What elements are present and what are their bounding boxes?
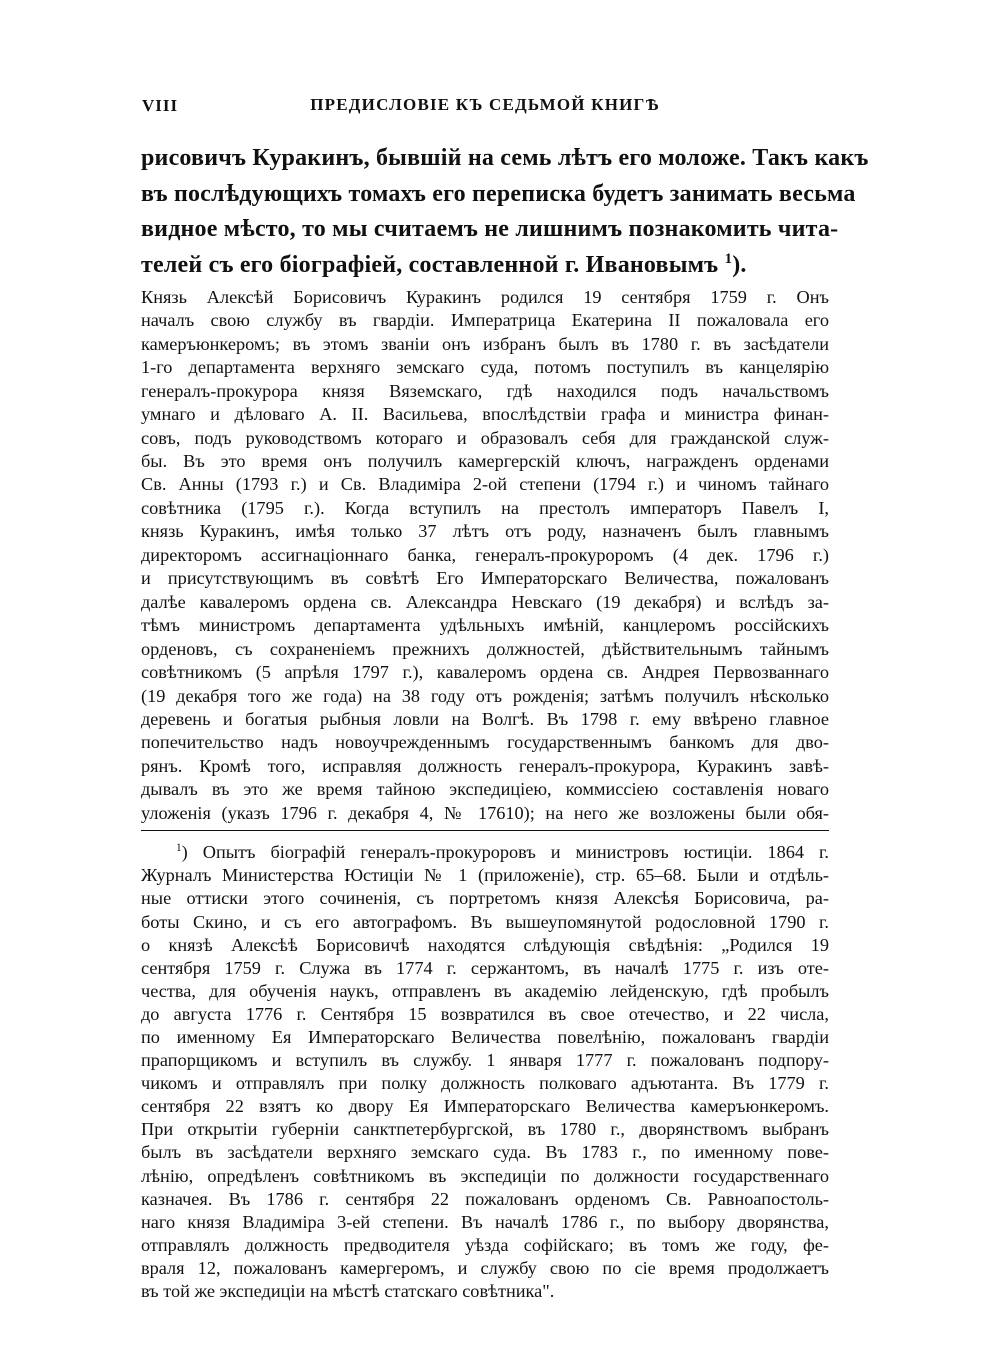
- footnote-line: чикомъ и отправлялъ при полку должность полковаго адъютанта. Въ 1779 г.: [141, 1073, 829, 1094]
- body-line: 1-го департамента верхняго земскаго суда, потомъ поступилъ въ канцелярію: [141, 357, 829, 378]
- footnote-divider: [141, 830, 829, 831]
- body-line: умнаго и дѣловаго А. II. Васильева, впослѣдствіи графа и министра финан-: [141, 404, 829, 425]
- footnote: [141, 841, 829, 1303]
- body-line: Св. Анны (1793 г.) и Св. Владиміра 2-ой степени (1794 г.) и чиномъ тайнаго: [141, 474, 829, 495]
- footnote-line: боты Скино, и съ его автографомъ. Въ вышеупомянутой родословной 1790 г.: [141, 911, 829, 932]
- footnote-line: отправлялъ должность предводителя уѣзда софійскаго; въ томъ же году, фе-: [141, 1234, 829, 1255]
- page-number: VIII: [142, 96, 179, 115]
- body-line: князь Куракинъ, имѣя только 37 лѣтъ отъ роду, назначенъ былъ главнымъ: [141, 521, 829, 542]
- lead-line: видное мѣсто, то мы считаемъ не лишнимъ познакомить чита-: [141, 216, 839, 243]
- footnote-marker: 1: [176, 842, 182, 855]
- body-line: генералъ-прокурора князя Вяземскаго, гдѣ находился подъ начальствомъ: [141, 380, 829, 401]
- body-line: далѣе кавалеромъ ордена св. Александра Невскаго (19 декабря) и вслѣдъ за-: [141, 591, 829, 612]
- body-line: орденовъ, съ сохраненіемъ прежнихъ должностей, дѣйствительнымъ тайнымъ: [141, 638, 829, 659]
- lead-line-last: [141, 248, 829, 284]
- lead-end-punctuation: ).: [732, 252, 747, 279]
- body-line: камеръюнкеромъ; въ этомъ званіи онъ избранъ былъ въ 1780 г. въ засѣдатели: [141, 333, 829, 354]
- lead-line-text: телей съ его біографіей, составленной г. Ивановымъ: [141, 252, 719, 279]
- footnote-line: ные оттиски этого сочиненія, съ портретомъ князя Алексѣя Борисовича, ра-: [141, 888, 829, 909]
- page-header: [141, 92, 829, 120]
- footnote-reference: 1: [724, 251, 733, 268]
- footnote-line: чества, для обученія наукъ, отправленъ въ академію лейденскую, гдѣ пробылъ: [141, 980, 829, 1001]
- footnote-line: сентября 1759 г. Служа въ 1774 г. сержантомъ, въ началѣ 1775 г. изъ оте-: [141, 957, 829, 978]
- lead-line: рисовичъ Куракинъ, бывшій на семь лѣтъ его моложе. Такъ какъ: [141, 145, 869, 171]
- body-line: совѣтника (1795 г.). Когда вступилъ на престолъ императоръ Павелъ I,: [141, 497, 829, 518]
- footnote-line: до августа 1776 г. Сентября 15 возвратился въ свое отечество, и 22 числа,: [141, 1003, 829, 1024]
- footnote-line: прапорщикомъ и вступилъ въ службу. 1 января 1777 г. пожалованъ подпору-: [141, 1050, 829, 1071]
- lead-line: въ послѣдующихъ томахъ его переписка будетъ занимать весьма: [141, 180, 856, 207]
- lead-paragraph: [141, 141, 869, 284]
- body-line: директоромъ ассигнаціоннаго банка, генералъ-прокуроромъ (4 дек. 1796 г.): [141, 544, 829, 565]
- body-line: совъ, подъ руководствомъ котораго и образовалъ себя для гражданской служ-: [141, 427, 829, 448]
- body-line: уложенія (указъ 1796 г. декабря 4, № 17610); на него же возложены были обя-: [141, 802, 829, 823]
- body-line: началъ свою службу въ гвардіи. Императрица Екатерина II пожаловала его: [141, 310, 829, 331]
- footnote-line: о князѣ Алексѣѣ Борисовичѣ находятся слѣдующія свѣдѣнія: „Родился 19: [141, 934, 829, 955]
- footnote-line: враля 12, пожалованъ камергеромъ, и службу свою по сіе время продолжаетъ: [141, 1257, 829, 1278]
- footnote-line: При открытіи губерніи санктпетербургской, въ 1780 г., дворянствомъ выбранъ: [141, 1119, 829, 1140]
- body-line: совѣтникомъ (5 апрѣля 1797 г.), кавалеромъ ордена св. Андрея Первозваннаго: [141, 662, 829, 683]
- body-line: тѣмъ министромъ департамента удѣльныхъ имѣній, канцлеромъ россійскихъ: [141, 615, 829, 636]
- footnote-line-text: ) Опытъ біографій генералъ-прокуроровъ и министровъ юстиціи. 1864 г.: [181, 842, 829, 863]
- footnote-line: сентября 22 взятъ ко двору Ея Императорскаго Величества камеръюнкеромъ.: [141, 1096, 829, 1117]
- footnote-line: Журналъ Министерства Юстиціи № 1 (приложеніе), стр. 65–68. Были и отдѣль-: [141, 865, 829, 886]
- footnote-line-first: [141, 841, 829, 864]
- body-paragraph: [141, 286, 829, 825]
- footnote-line: наго князя Владиміра 3-ей степени. Въ началѣ 1786 г., по выбору дворянства,: [141, 1211, 829, 1232]
- body-line: дывалъ въ это же время тайною экспедиціею, коммиссіею составленія новаго: [141, 779, 829, 800]
- running-title: ПРЕДИСЛОВІЕ КЪ СЕДЬМОЙ КНИГѢ: [310, 95, 660, 114]
- body-line: бы. Въ это время онъ получилъ камергерскій ключъ, награжденъ орденами: [141, 450, 829, 471]
- body-line: Князь Алексѣй Борисовичъ Куракинъ родился 19 сентября 1759 г. Онъ: [141, 286, 829, 307]
- body-line: (19 декабря того же года) на 38 году отъ рожденія; затѣмъ получилъ нѣсколько: [141, 685, 829, 706]
- footnote-line: по именному Ея Императорскаго Величества повелѣнію, пожалованъ гвардіи: [141, 1026, 829, 1047]
- footnote-line: былъ въ засѣдатели верхняго земскаго суда. Въ 1783 г., по именному пове-: [141, 1142, 829, 1163]
- body-line: рянъ. Кромѣ того, исправляя должность генералъ-прокурора, Куракинъ завѣ-: [141, 755, 829, 776]
- page-content: [141, 92, 869, 1303]
- body-line: и присутствующимъ въ совѣтѣ Его Императорскаго Величества, пожалованъ: [141, 568, 829, 589]
- body-line: деревень и богатыя рыбныя ловли на Волгѣ. Въ 1798 г. ему ввѣрено главное: [141, 708, 829, 729]
- body-line: попечительство надъ новоучрежденнымъ государственнымъ банкомъ для дво-: [141, 732, 829, 753]
- footnote-line: лѣнію, опредѣленъ совѣтникомъ въ экспедиціи по должности государственнаго: [141, 1165, 829, 1186]
- footnote-line-last: въ той же экспедиціи на мѣстѣ статскаго совѣтника".: [141, 1281, 555, 1302]
- footnote-line: казначея. Въ 1786 г. сентября 22 пожалованъ орденомъ Св. Равноапостоль-: [141, 1188, 829, 1209]
